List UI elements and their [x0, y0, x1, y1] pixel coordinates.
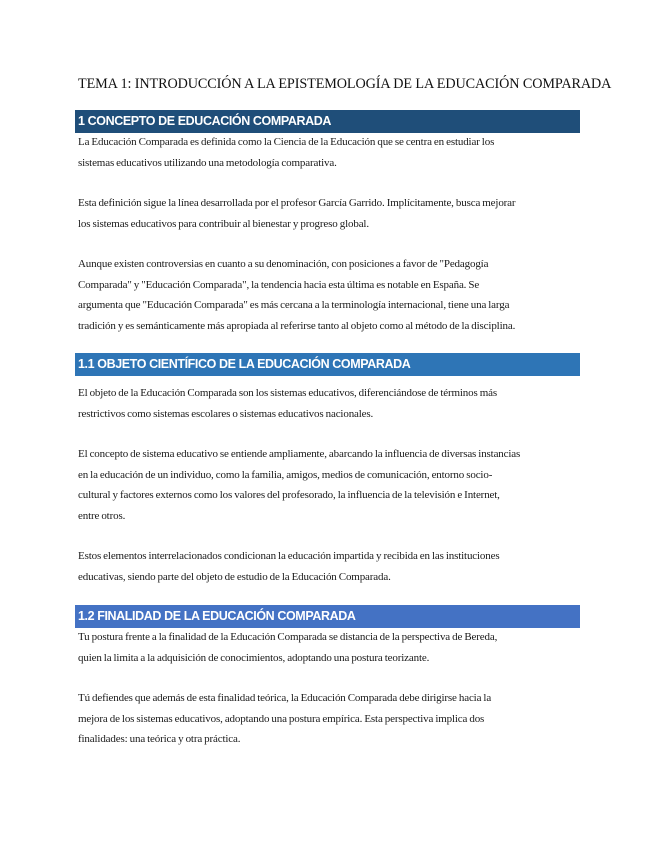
- text-line: La Educación Comparada es definida como la Ciencia de la Educación que se centra en estudiar los: [78, 136, 495, 148]
- text-line: tradición y es semánticamente más apropiada al referirse tanto al objeto como al método de la disciplina.: [78, 319, 516, 332]
- paragraph: [78, 132, 583, 173]
- text-line: sistemas educativos utilizando una metodología comparativa.: [78, 156, 337, 169]
- paragraph: [78, 546, 583, 587]
- text-line: Aunque existen controversias en cuanto a su denominación, con posiciones a favor de "Pedagogía: [78, 258, 489, 270]
- paragraph: [78, 193, 583, 234]
- text-line: argumenta que "Educación Comparada" es más cercana a la terminología internacional, tiene una larga: [78, 299, 510, 311]
- paragraph: [78, 627, 583, 668]
- text-line: El objeto de la Educación Comparada son los sistemas educativos, diferenciándose de términos más: [78, 387, 497, 399]
- text-line: finalidades: una teórica y otra práctica.: [78, 733, 241, 745]
- text-line: Esta definición sigue la línea desarrollada por el profesor García Garrido. Implícitamente, busca mejorar: [78, 197, 516, 209]
- text-line: quien la limita a la adquisición de conocimientos, adoptando una postura teorizante.: [78, 651, 430, 664]
- text-line: El concepto de sistema educativo se entiende ampliamente, abarcando la influencia de diversas instancias: [78, 448, 521, 460]
- text-line: los sistemas educativos para contribuir al bienestar y progreso global.: [78, 217, 369, 230]
- text-line: educativas, siendo parte del objeto de estudio de la Educación Comparada.: [78, 570, 391, 583]
- paragraph: [78, 444, 583, 526]
- paragraph: [78, 254, 583, 336]
- section-heading-finalidad: 1.2 FINALIDAD DE LA EDUCACIÓN COMPARADA: [75, 605, 580, 628]
- text-line: Estos elementos interrelacionados condicionan la educación impartida y recibida en las instituciones: [78, 550, 500, 562]
- text-line: restrictivos como sistemas escolares o sistemas educativos nacionales.: [78, 407, 374, 420]
- text-line: Tú defiendes que además de esta finalidad teórica, la Educación Comparada debe dirigirse hacia la: [78, 692, 492, 704]
- section-heading-concepto: 1 CONCEPTO DE EDUCACIÓN COMPARADA: [75, 110, 580, 133]
- text-line: cultural y factores externos como los valores del profesorado, la influencia de la televisión e Internet,: [78, 489, 500, 501]
- document-title: TEMA 1: INTRODUCCIÓN A LA EPISTEMOLOGÍA DE LA EDUCACIÓN COMPARADA: [78, 76, 612, 92]
- text-line: en la educación de un individuo, como la familia, amigos, medios de comunicación, entorno socio-: [78, 468, 493, 481]
- text-line: Comparada" y "Educación Comparada", la tendencia hacia esta última es notable en España. Se: [78, 278, 480, 291]
- section-heading-objeto: 1.1 OBJETO CIENTÍFICO DE LA EDUCACIÓN COMPARADA: [75, 353, 580, 376]
- text-line: entre otros.: [78, 509, 126, 522]
- text-line: mejora de los sistemas educativos, adoptando una postura empírica. Esta perspectiva implica dos: [78, 712, 485, 725]
- paragraph: [78, 383, 583, 424]
- text-line: Tu postura frente a la finalidad de la Educación Comparada se distancia de la perspectiva de Bereda,: [78, 631, 498, 643]
- paragraph: [78, 688, 583, 750]
